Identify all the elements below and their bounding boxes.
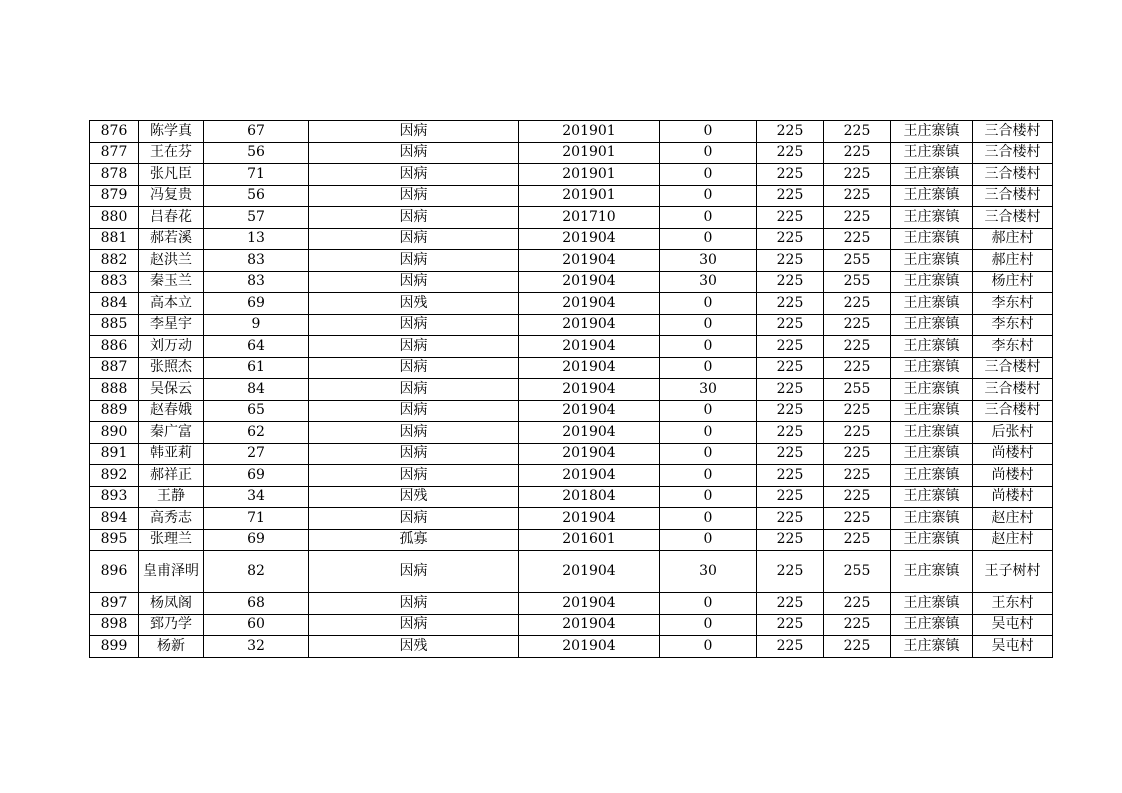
cell-reason: 因病 bbox=[309, 185, 519, 207]
cell-date: 201904 bbox=[519, 336, 660, 358]
cell-number: 891 bbox=[90, 443, 139, 465]
cell-date: 201904 bbox=[519, 271, 660, 293]
cell-name: 张理兰 bbox=[139, 529, 204, 551]
cell-town: 王庄寨镇 bbox=[891, 250, 973, 272]
cell-age: 82 bbox=[204, 551, 309, 593]
cell-reason: 因病 bbox=[309, 551, 519, 593]
cell-base: 225 bbox=[757, 551, 824, 593]
table-row bbox=[90, 443, 1053, 465]
cell-date: 201901 bbox=[519, 142, 660, 164]
cell-village: 李东村 bbox=[973, 336, 1053, 358]
cell-base: 225 bbox=[757, 614, 824, 636]
cell-town: 王庄寨镇 bbox=[891, 185, 973, 207]
cell-village: 吴屯村 bbox=[973, 614, 1053, 636]
cell-date: 201901 bbox=[519, 164, 660, 186]
cell-town: 王庄寨镇 bbox=[891, 486, 973, 508]
cell-village: 三合楼村 bbox=[973, 207, 1053, 229]
cell-reason: 因病 bbox=[309, 336, 519, 358]
cell-base: 225 bbox=[757, 379, 824, 401]
cell-date: 201904 bbox=[519, 422, 660, 444]
cell-village: 李东村 bbox=[973, 293, 1053, 315]
cell-date: 201904 bbox=[519, 357, 660, 379]
cell-village: 赵庄村 bbox=[973, 529, 1053, 551]
cell-number: 880 bbox=[90, 207, 139, 229]
cell-total: 225 bbox=[824, 142, 891, 164]
cell-date: 201904 bbox=[519, 379, 660, 401]
cell-name: 陈学真 bbox=[139, 121, 204, 143]
cell-reason: 因病 bbox=[309, 228, 519, 250]
cell-reason: 因病 bbox=[309, 271, 519, 293]
cell-reason: 因病 bbox=[309, 250, 519, 272]
cell-base: 225 bbox=[757, 336, 824, 358]
cell-number: 876 bbox=[90, 121, 139, 143]
cell-town: 王庄寨镇 bbox=[891, 379, 973, 401]
cell-total: 225 bbox=[824, 185, 891, 207]
cell-town: 王庄寨镇 bbox=[891, 142, 973, 164]
cell-town: 王庄寨镇 bbox=[891, 422, 973, 444]
cell-town: 王庄寨镇 bbox=[891, 271, 973, 293]
cell-name: 杨凤阁 bbox=[139, 593, 204, 615]
cell-extra: 0 bbox=[660, 443, 757, 465]
cell-date: 201904 bbox=[519, 508, 660, 530]
cell-name: 王在芬 bbox=[139, 142, 204, 164]
cell-total: 225 bbox=[824, 357, 891, 379]
cell-age: 83 bbox=[204, 271, 309, 293]
cell-date: 201901 bbox=[519, 185, 660, 207]
cell-town: 王庄寨镇 bbox=[891, 465, 973, 487]
cell-age: 32 bbox=[204, 636, 309, 658]
cell-village: 尚楼村 bbox=[973, 465, 1053, 487]
cell-base: 225 bbox=[757, 121, 824, 143]
cell-village: 三合楼村 bbox=[973, 357, 1053, 379]
cell-name: 刘万动 bbox=[139, 336, 204, 358]
cell-name: 李星宇 bbox=[139, 314, 204, 336]
cell-total: 255 bbox=[824, 250, 891, 272]
table-row bbox=[90, 529, 1053, 551]
cell-extra: 0 bbox=[660, 336, 757, 358]
cell-reason: 因病 bbox=[309, 508, 519, 530]
cell-village: 尚楼村 bbox=[973, 443, 1053, 465]
cell-age: 69 bbox=[204, 529, 309, 551]
records-table-body bbox=[90, 121, 1053, 658]
cell-number: 894 bbox=[90, 508, 139, 530]
cell-total: 225 bbox=[824, 164, 891, 186]
cell-name: 秦广富 bbox=[139, 422, 204, 444]
cell-total: 225 bbox=[824, 614, 891, 636]
cell-town: 王庄寨镇 bbox=[891, 551, 973, 593]
cell-village: 三合楼村 bbox=[973, 400, 1053, 422]
table-row bbox=[90, 593, 1053, 615]
cell-extra: 0 bbox=[660, 529, 757, 551]
cell-name: 王静 bbox=[139, 486, 204, 508]
cell-village: 郝庄村 bbox=[973, 250, 1053, 272]
cell-date: 201904 bbox=[519, 228, 660, 250]
cell-name: 赵洪兰 bbox=[139, 250, 204, 272]
cell-total: 225 bbox=[824, 636, 891, 658]
cell-extra: 0 bbox=[660, 465, 757, 487]
cell-extra: 0 bbox=[660, 614, 757, 636]
cell-number: 879 bbox=[90, 185, 139, 207]
cell-reason: 因病 bbox=[309, 379, 519, 401]
cell-village: 吴屯村 bbox=[973, 636, 1053, 658]
cell-number: 885 bbox=[90, 314, 139, 336]
cell-date: 201904 bbox=[519, 293, 660, 315]
table-row bbox=[90, 207, 1053, 229]
cell-town: 王庄寨镇 bbox=[891, 636, 973, 658]
cell-total: 255 bbox=[824, 379, 891, 401]
cell-base: 225 bbox=[757, 636, 824, 658]
cell-date: 201904 bbox=[519, 443, 660, 465]
cell-extra: 0 bbox=[660, 422, 757, 444]
cell-extra: 0 bbox=[660, 164, 757, 186]
cell-extra: 0 bbox=[660, 486, 757, 508]
cell-village: 三合楼村 bbox=[973, 121, 1053, 143]
table-row bbox=[90, 142, 1053, 164]
cell-age: 83 bbox=[204, 250, 309, 272]
cell-number: 893 bbox=[90, 486, 139, 508]
cell-age: 34 bbox=[204, 486, 309, 508]
cell-town: 王庄寨镇 bbox=[891, 529, 973, 551]
cell-town: 王庄寨镇 bbox=[891, 121, 973, 143]
cell-age: 64 bbox=[204, 336, 309, 358]
cell-base: 225 bbox=[757, 443, 824, 465]
table-row bbox=[90, 614, 1053, 636]
cell-number: 890 bbox=[90, 422, 139, 444]
cell-village: 三合楼村 bbox=[973, 164, 1053, 186]
cell-name: 赵春娥 bbox=[139, 400, 204, 422]
cell-date: 201904 bbox=[519, 614, 660, 636]
cell-date: 201804 bbox=[519, 486, 660, 508]
cell-total: 225 bbox=[824, 443, 891, 465]
cell-base: 225 bbox=[757, 142, 824, 164]
cell-reason: 因病 bbox=[309, 121, 519, 143]
cell-town: 王庄寨镇 bbox=[891, 228, 973, 250]
cell-base: 225 bbox=[757, 508, 824, 530]
cell-name: 郝祥正 bbox=[139, 465, 204, 487]
cell-base: 225 bbox=[757, 207, 824, 229]
cell-age: 69 bbox=[204, 465, 309, 487]
cell-total: 225 bbox=[824, 293, 891, 315]
cell-total: 225 bbox=[824, 529, 891, 551]
cell-name: 高秀志 bbox=[139, 508, 204, 530]
cell-age: 9 bbox=[204, 314, 309, 336]
cell-reason: 因病 bbox=[309, 443, 519, 465]
cell-age: 71 bbox=[204, 508, 309, 530]
cell-extra: 0 bbox=[660, 314, 757, 336]
cell-age: 62 bbox=[204, 422, 309, 444]
cell-village: 王东村 bbox=[973, 593, 1053, 615]
cell-age: 68 bbox=[204, 593, 309, 615]
cell-extra: 0 bbox=[660, 508, 757, 530]
cell-extra: 0 bbox=[660, 121, 757, 143]
cell-age: 13 bbox=[204, 228, 309, 250]
cell-number: 877 bbox=[90, 142, 139, 164]
cell-total: 225 bbox=[824, 422, 891, 444]
cell-village: 尚楼村 bbox=[973, 486, 1053, 508]
cell-extra: 0 bbox=[660, 207, 757, 229]
cell-town: 王庄寨镇 bbox=[891, 508, 973, 530]
cell-age: 69 bbox=[204, 293, 309, 315]
table-row bbox=[90, 121, 1053, 143]
cell-date: 201904 bbox=[519, 314, 660, 336]
cell-total: 225 bbox=[824, 593, 891, 615]
cell-base: 225 bbox=[757, 357, 824, 379]
cell-date: 201904 bbox=[519, 465, 660, 487]
table-row bbox=[90, 551, 1053, 593]
cell-age: 27 bbox=[204, 443, 309, 465]
cell-name: 郅乃学 bbox=[139, 614, 204, 636]
cell-village: 郝庄村 bbox=[973, 228, 1053, 250]
cell-total: 225 bbox=[824, 486, 891, 508]
cell-reason: 因病 bbox=[309, 314, 519, 336]
cell-extra: 0 bbox=[660, 293, 757, 315]
cell-name: 韩亚莉 bbox=[139, 443, 204, 465]
cell-extra: 0 bbox=[660, 357, 757, 379]
cell-age: 56 bbox=[204, 185, 309, 207]
cell-number: 889 bbox=[90, 400, 139, 422]
cell-name: 皇甫泽明 bbox=[139, 551, 204, 593]
cell-town: 王庄寨镇 bbox=[891, 400, 973, 422]
table-row bbox=[90, 400, 1053, 422]
cell-total: 225 bbox=[824, 400, 891, 422]
cell-age: 71 bbox=[204, 164, 309, 186]
table-row bbox=[90, 508, 1053, 530]
cell-date: 201901 bbox=[519, 121, 660, 143]
cell-town: 王庄寨镇 bbox=[891, 164, 973, 186]
cell-extra: 30 bbox=[660, 379, 757, 401]
cell-extra: 0 bbox=[660, 142, 757, 164]
cell-number: 899 bbox=[90, 636, 139, 658]
cell-base: 225 bbox=[757, 164, 824, 186]
cell-extra: 0 bbox=[660, 228, 757, 250]
cell-date: 201710 bbox=[519, 207, 660, 229]
cell-town: 王庄寨镇 bbox=[891, 293, 973, 315]
cell-village: 赵庄村 bbox=[973, 508, 1053, 530]
cell-date: 201904 bbox=[519, 400, 660, 422]
cell-base: 225 bbox=[757, 185, 824, 207]
cell-number: 898 bbox=[90, 614, 139, 636]
cell-number: 895 bbox=[90, 529, 139, 551]
cell-extra: 30 bbox=[660, 271, 757, 293]
cell-number: 888 bbox=[90, 379, 139, 401]
cell-base: 225 bbox=[757, 314, 824, 336]
cell-name: 秦玉兰 bbox=[139, 271, 204, 293]
cell-village: 李东村 bbox=[973, 314, 1053, 336]
cell-name: 冯复贵 bbox=[139, 185, 204, 207]
cell-name: 郝若溪 bbox=[139, 228, 204, 250]
cell-village: 三合楼村 bbox=[973, 379, 1053, 401]
table-row bbox=[90, 422, 1053, 444]
cell-reason: 因病 bbox=[309, 164, 519, 186]
cell-age: 65 bbox=[204, 400, 309, 422]
cell-base: 225 bbox=[757, 250, 824, 272]
table-row bbox=[90, 465, 1053, 487]
table-row bbox=[90, 314, 1053, 336]
cell-date: 201601 bbox=[519, 529, 660, 551]
cell-town: 王庄寨镇 bbox=[891, 357, 973, 379]
table-row bbox=[90, 486, 1053, 508]
cell-number: 881 bbox=[90, 228, 139, 250]
cell-base: 225 bbox=[757, 293, 824, 315]
cell-total: 225 bbox=[824, 314, 891, 336]
table-row bbox=[90, 271, 1053, 293]
cell-age: 84 bbox=[204, 379, 309, 401]
table-row bbox=[90, 293, 1053, 315]
cell-extra: 30 bbox=[660, 250, 757, 272]
table-row bbox=[90, 228, 1053, 250]
cell-age: 60 bbox=[204, 614, 309, 636]
cell-name: 张照杰 bbox=[139, 357, 204, 379]
cell-age: 61 bbox=[204, 357, 309, 379]
cell-number: 886 bbox=[90, 336, 139, 358]
cell-village: 三合楼村 bbox=[973, 142, 1053, 164]
cell-town: 王庄寨镇 bbox=[891, 593, 973, 615]
table-row bbox=[90, 336, 1053, 358]
cell-name: 杨新 bbox=[139, 636, 204, 658]
cell-total: 225 bbox=[824, 465, 891, 487]
cell-town: 王庄寨镇 bbox=[891, 443, 973, 465]
cell-number: 892 bbox=[90, 465, 139, 487]
cell-name: 张凡臣 bbox=[139, 164, 204, 186]
cell-base: 225 bbox=[757, 271, 824, 293]
cell-town: 王庄寨镇 bbox=[891, 314, 973, 336]
cell-reason: 因残 bbox=[309, 486, 519, 508]
cell-reason: 因残 bbox=[309, 293, 519, 315]
table-row bbox=[90, 379, 1053, 401]
cell-base: 225 bbox=[757, 465, 824, 487]
cell-date: 201904 bbox=[519, 551, 660, 593]
cell-extra: 30 bbox=[660, 551, 757, 593]
cell-age: 57 bbox=[204, 207, 309, 229]
cell-town: 王庄寨镇 bbox=[891, 336, 973, 358]
cell-reason: 因残 bbox=[309, 636, 519, 658]
table-row bbox=[90, 164, 1053, 186]
cell-town: 王庄寨镇 bbox=[891, 614, 973, 636]
cell-reason: 因病 bbox=[309, 207, 519, 229]
cell-date: 201904 bbox=[519, 250, 660, 272]
cell-total: 225 bbox=[824, 228, 891, 250]
cell-town: 王庄寨镇 bbox=[891, 207, 973, 229]
cell-number: 878 bbox=[90, 164, 139, 186]
cell-village: 三合楼村 bbox=[973, 185, 1053, 207]
cell-extra: 0 bbox=[660, 185, 757, 207]
cell-total: 225 bbox=[824, 336, 891, 358]
cell-reason: 因病 bbox=[309, 614, 519, 636]
cell-date: 201904 bbox=[519, 593, 660, 615]
table-row bbox=[90, 636, 1053, 658]
cell-age: 67 bbox=[204, 121, 309, 143]
cell-number: 883 bbox=[90, 271, 139, 293]
cell-base: 225 bbox=[757, 593, 824, 615]
table-row bbox=[90, 250, 1053, 272]
cell-number: 882 bbox=[90, 250, 139, 272]
cell-total: 255 bbox=[824, 271, 891, 293]
cell-reason: 因病 bbox=[309, 400, 519, 422]
cell-total: 225 bbox=[824, 121, 891, 143]
cell-extra: 0 bbox=[660, 400, 757, 422]
cell-total: 225 bbox=[824, 508, 891, 530]
cell-number: 897 bbox=[90, 593, 139, 615]
cell-reason: 孤寡 bbox=[309, 529, 519, 551]
table-row bbox=[90, 185, 1053, 207]
cell-name: 高本立 bbox=[139, 293, 204, 315]
cell-name: 吴保云 bbox=[139, 379, 204, 401]
cell-base: 225 bbox=[757, 486, 824, 508]
cell-number: 884 bbox=[90, 293, 139, 315]
cell-date: 201904 bbox=[519, 636, 660, 658]
cell-base: 225 bbox=[757, 529, 824, 551]
cell-age: 56 bbox=[204, 142, 309, 164]
cell-base: 225 bbox=[757, 228, 824, 250]
table-row bbox=[90, 357, 1053, 379]
cell-reason: 因病 bbox=[309, 422, 519, 444]
cell-extra: 0 bbox=[660, 593, 757, 615]
cell-reason: 因病 bbox=[309, 357, 519, 379]
cell-reason: 因病 bbox=[309, 465, 519, 487]
cell-reason: 因病 bbox=[309, 142, 519, 164]
cell-name: 吕春花 bbox=[139, 207, 204, 229]
cell-number: 887 bbox=[90, 357, 139, 379]
cell-village: 杨庄村 bbox=[973, 271, 1053, 293]
cell-reason: 因病 bbox=[309, 593, 519, 615]
cell-number: 896 bbox=[90, 551, 139, 593]
cell-base: 225 bbox=[757, 422, 824, 444]
records-table bbox=[89, 120, 1053, 658]
cell-total: 225 bbox=[824, 207, 891, 229]
cell-village: 后张村 bbox=[973, 422, 1053, 444]
cell-total: 255 bbox=[824, 551, 891, 593]
cell-base: 225 bbox=[757, 400, 824, 422]
cell-extra: 0 bbox=[660, 636, 757, 658]
cell-village: 王子树村 bbox=[973, 551, 1053, 593]
